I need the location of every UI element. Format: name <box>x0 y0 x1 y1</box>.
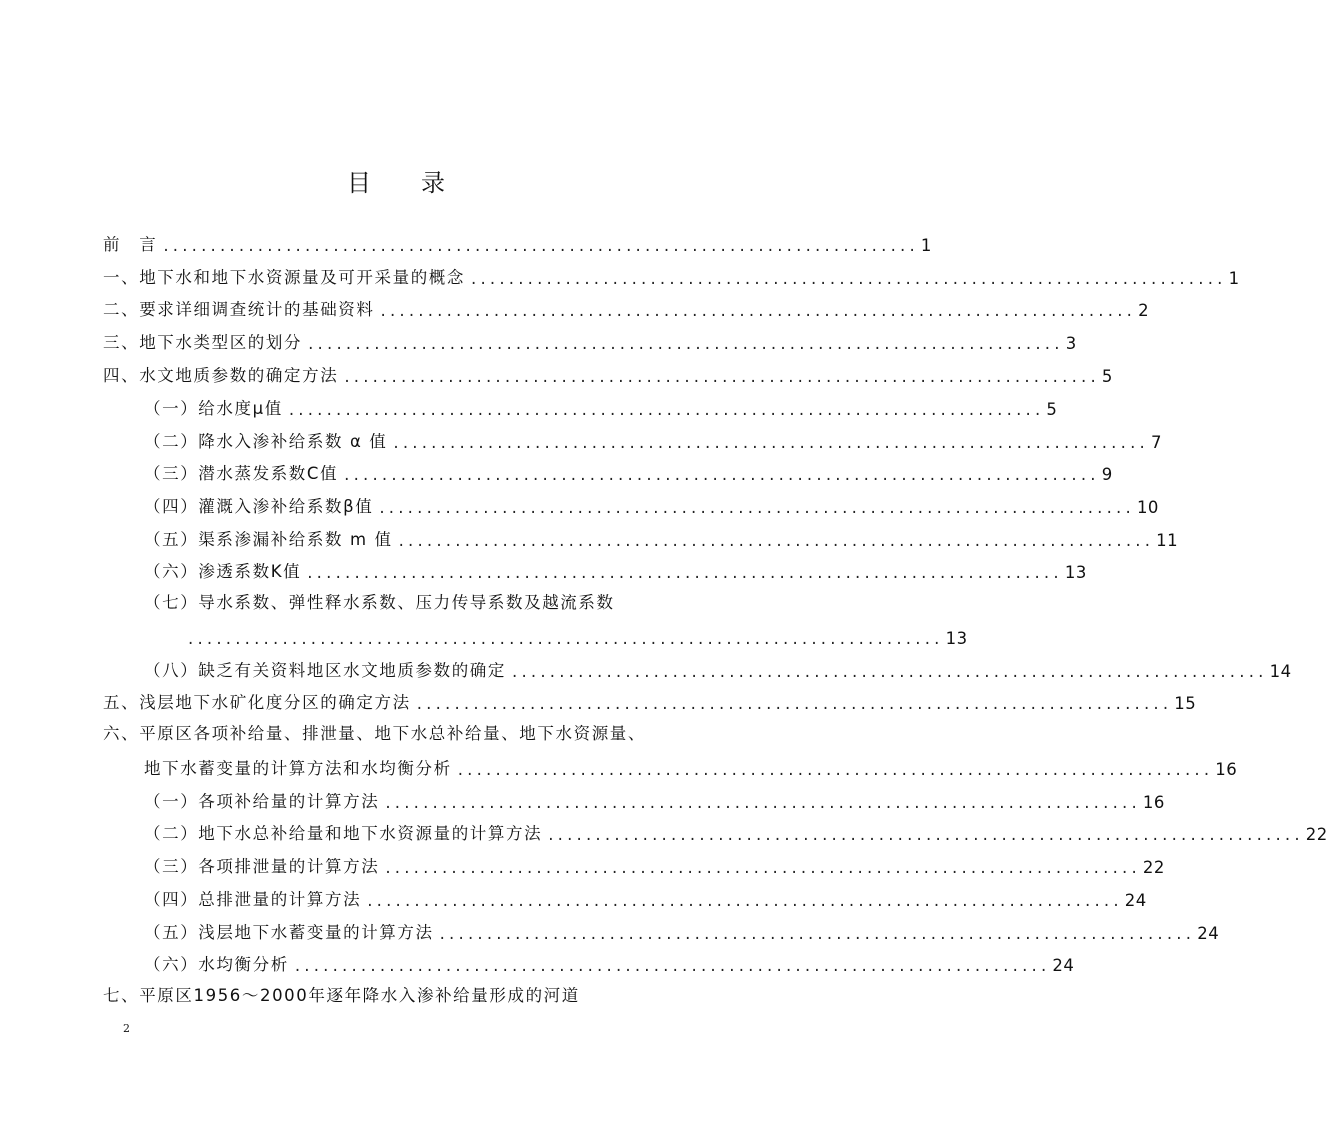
toc-entry-label: （三）潜水蒸发系数C值 <box>144 464 339 483</box>
leader-dots: ................................................................................ <box>385 858 1141 877</box>
toc-entry-label: 地下水蓄变量的计算方法和水均衡分析 <box>144 759 452 778</box>
toc-entry-label: （五）浅层地下水蓄变量的计算方法 <box>144 923 434 942</box>
toc-entry-label: 二、要求详细调查统计的基础资料 <box>103 300 375 319</box>
toc-entry-label: （六）水均衡分析 <box>144 955 289 974</box>
toc-page-number: 3 <box>1065 334 1077 353</box>
toc-page-number: 16 <box>1142 793 1165 812</box>
toc-entry-preface[interactable] <box>103 229 932 255</box>
toc-entry-section-4-8[interactable] <box>144 655 1292 681</box>
toc-entry-label: （八）缺乏有关资料地区水文地质参数的确定 <box>144 661 506 680</box>
toc-entry-section-2[interactable] <box>103 294 1150 320</box>
toc-entry-label: （二）地下水总补给量和地下水资源量的计算方法 <box>144 824 543 843</box>
leader-dots: ................................................................................ <box>344 367 1100 386</box>
toc-entry-section-6-2[interactable] <box>144 818 1328 844</box>
title-part-1: 目 <box>347 169 373 197</box>
toc-entry-label: （六）渗透系数K值 <box>144 562 302 581</box>
toc-entry-section-6-1[interactable] <box>144 786 1165 812</box>
toc-page-number: 22 <box>1305 825 1328 844</box>
leader-dots: ................................................................................ <box>294 956 1051 975</box>
toc-entry-label: 一、地下水和地下水资源量及可开采量的概念 <box>103 268 465 287</box>
toc-entry-section-4-2[interactable] <box>144 426 1162 452</box>
toc-entry-section-4-7-continued[interactable] <box>188 622 968 648</box>
toc-entry-section-4-5[interactable] <box>144 524 1179 550</box>
leader-dots: ................................................................................ <box>344 465 1100 484</box>
toc-entry-section-4-1[interactable] <box>144 393 1058 419</box>
toc-page-number: 24 <box>1052 956 1075 975</box>
toc-entry-section-6-4[interactable] <box>144 884 1147 910</box>
leader-dots: ................................................................................ <box>457 760 1214 779</box>
toc-page-number: 11 <box>1156 531 1179 550</box>
toc-page-number: 5 <box>1101 367 1113 386</box>
leader-dots: ................................................................................ <box>548 825 1304 844</box>
leader-dots: ................................................................................ <box>379 498 1135 517</box>
toc-entry-label: 六、平原区各项补给量、排泄量、地下水总补给量、地下水资源量、 <box>103 724 646 743</box>
toc-page-number: 7 <box>1150 433 1162 452</box>
leader-dots: ................................................................................ <box>471 269 1227 288</box>
toc-entry-label: 五、浅层地下水矿化度分区的确定方法 <box>103 693 411 712</box>
leader-dots: ................................................................................ <box>416 694 1173 713</box>
leader-dots: ................................................................................ <box>367 891 1123 910</box>
toc-entry-label: （四）灌溉入渗补给系数β值 <box>144 497 374 516</box>
toc-entry-section-6-6[interactable] <box>144 949 1075 975</box>
leader-dots: ................................................................................ <box>439 924 1196 943</box>
toc-entry-section-3[interactable] <box>103 327 1077 353</box>
leader-dots: ................................................................................ <box>308 334 1064 353</box>
toc-entry-section-6[interactable] <box>103 720 703 746</box>
leader-dots: ................................................................................ <box>385 793 1141 812</box>
leader-dots: ................................................................................ <box>307 563 1063 582</box>
toc-entry-label: （一）给水度μ值 <box>144 399 283 418</box>
toc-entry-section-4-7[interactable] <box>144 589 692 615</box>
leader-dots: ................................................................................ <box>163 236 919 255</box>
toc-page-number: 15 <box>1174 694 1197 713</box>
toc-entry-label: （五）渠系渗漏补给系数 m 值 <box>144 530 393 549</box>
toc-page-number: 16 <box>1215 760 1238 779</box>
toc-entry-section-1[interactable] <box>103 262 1240 288</box>
toc-page-number: 10 <box>1136 498 1159 517</box>
leader-dots: ................................................................................ <box>288 400 1045 419</box>
toc-page-number: 24 <box>1197 924 1220 943</box>
toc-entry-label: （三）各项排泄量的计算方法 <box>144 857 380 876</box>
toc-entry-section-4-6[interactable] <box>144 556 1087 582</box>
toc-page-number: 2 <box>1138 301 1150 320</box>
toc-page-number: 9 <box>1101 465 1113 484</box>
leader-dots: ................................................................................ <box>512 662 1268 681</box>
toc-page-number: 1 <box>920 236 932 255</box>
toc-entry-label: （四）总排泄量的计算方法 <box>144 890 362 909</box>
toc-entry-section-6-3[interactable] <box>144 851 1165 877</box>
toc-entry-label: （七）导水系数、弹性释水系数、压力传导系数及越流系数 <box>144 593 615 612</box>
toc-entry-section-6-5[interactable] <box>144 917 1220 943</box>
toc-entry-label: （一）各项补给量的计算方法 <box>144 792 380 811</box>
toc-page-number: 24 <box>1124 891 1147 910</box>
toc-entry-label: （二）降水入渗补给系数 α 值 <box>144 432 388 451</box>
toc-entry-section-6-continued[interactable] <box>144 753 1238 779</box>
title-part-2: 录 <box>421 169 447 197</box>
toc-entry-label: 三、地下水类型区的划分 <box>103 333 303 352</box>
toc-entry-section-4-3[interactable] <box>144 458 1113 484</box>
toc-entry-label: 四、水文地质参数的确定方法 <box>103 366 339 385</box>
toc-entry-label: 七、平原区1956～2000年逐年降水入渗补给量形成的河道 <box>103 986 580 1005</box>
toc-entry-label: 前 言 <box>103 235 158 254</box>
leader-dots: ................................................................................ <box>398 531 1155 550</box>
toc-page-number: 1 <box>1228 269 1240 288</box>
toc-entry-section-7[interactable] <box>103 982 692 1008</box>
toc-page-number: 13 <box>945 629 968 648</box>
toc-page-number: 5 <box>1046 400 1058 419</box>
toc-entry-section-4-4[interactable] <box>144 491 1159 517</box>
leader-dots: ................................................................................ <box>380 301 1137 320</box>
toc-entry-section-4[interactable] <box>103 360 1113 386</box>
toc-page-number: 14 <box>1269 662 1292 681</box>
leader-dots: ................................................................................ <box>393 433 1149 452</box>
toc-entry-section-5[interactable] <box>103 687 1197 713</box>
leader-dots: ................................................................................ <box>188 629 944 648</box>
toc-page-number: 13 <box>1064 563 1087 582</box>
footer-page-number: 2 <box>123 1022 130 1035</box>
toc-page-number: 22 <box>1142 858 1165 877</box>
